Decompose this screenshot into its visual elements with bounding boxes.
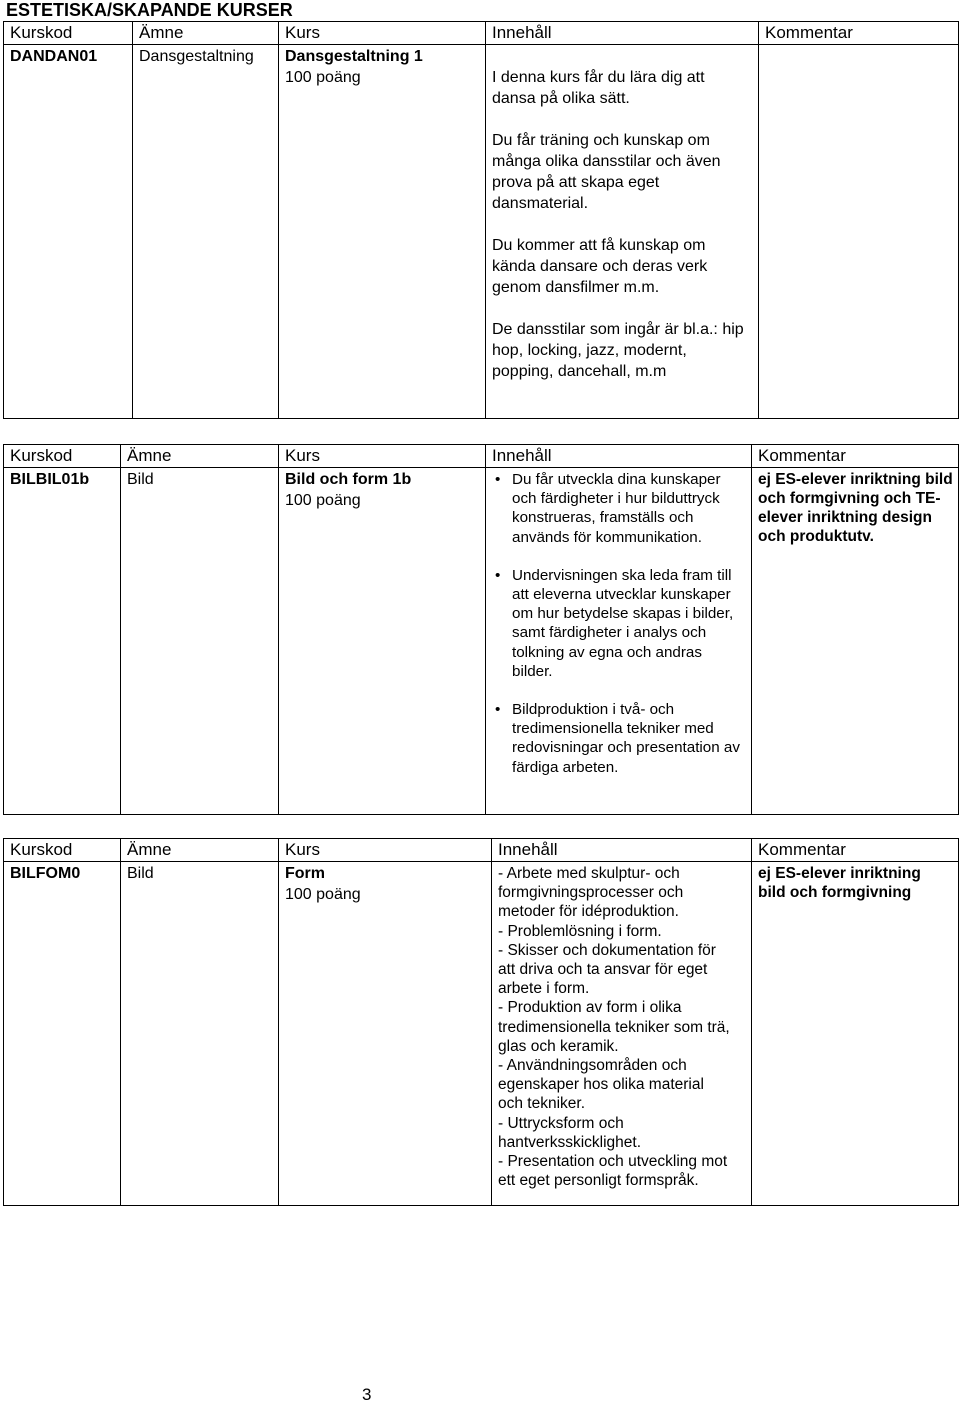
content-item: - Arbete med skulptur- och formgivningsprocesser och metoder för idéproduktion. (498, 865, 684, 921)
course-cell (279, 468, 486, 815)
course-points: 100 poäng (285, 886, 361, 903)
course-table-1 (3, 21, 959, 419)
header-kommentar: Kommentar (752, 445, 959, 468)
course-subject: Dansgestaltning (133, 45, 279, 419)
header-innehall: Innehåll (486, 445, 752, 468)
header-innehall: Innehåll (486, 22, 759, 45)
course-comment: ej ES-elever inriktning bild och formgivning och TE-elever inriktning design och produktutv. (752, 468, 959, 815)
header-kurs: Kurs (279, 22, 486, 45)
content-bullet: • Undervisningen ska leda fram till att eleverna utvecklar kunskaper om hur betydelse skapas i bilder, samt färdigheter i analys och tolkning av egna och andras bilder. (492, 566, 743, 681)
content-item: - Problemlösning i form. (498, 922, 662, 940)
header-kurs: Kurs (279, 445, 486, 468)
content-paragraph: Du får träning och kunskap om många olika dansstilar och även prova på att skapa eget dansmaterial. (492, 132, 721, 212)
header-amne: Ämne (121, 839, 279, 862)
header-kurskod: Kurskod (4, 22, 133, 45)
course-points: 100 poäng (285, 492, 361, 509)
content-bullet: • Bildproduktion i två- och tredimensionella tekniker med redovisningar och presentation av färdiga arbeten. (492, 700, 743, 777)
header-row (4, 445, 959, 468)
course-comment: ej ES-elever inriktning bild och formgivning (752, 862, 959, 1206)
course-name: Dansgestaltning 1 (285, 48, 423, 65)
table-row (4, 45, 959, 419)
course-points: 100 poäng (285, 69, 361, 86)
header-kurs: Kurs (279, 839, 492, 862)
course-content (492, 862, 752, 1206)
content-paragraph: Du kommer att få kunskap om kända dansare och deras verk genom dansfilmer m.m. (492, 237, 708, 296)
content-bullet: • Du får utveckla dina kunskaper och färdigheter i hur bilduttryck konstrueras, framställs och används för kommunikation. (492, 470, 743, 547)
course-cell (279, 862, 492, 1206)
table-row (4, 862, 959, 1206)
course-name: Form (285, 865, 325, 882)
header-kurskod: Kurskod (4, 445, 121, 468)
course-cell (279, 45, 486, 419)
header-amne: Ämne (133, 22, 279, 45)
header-innehall: Innehåll (492, 839, 752, 862)
course-table-3 (3, 838, 959, 1206)
content-item: - Skisser och dokumentation för att driva och ta ansvar för eget arbete i form. (498, 941, 716, 998)
page-number: 3 (362, 1385, 372, 1404)
course-code: DANDAN01 (4, 45, 133, 419)
course-name: Bild och form 1b (285, 471, 412, 488)
header-amne: Ämne (121, 445, 279, 468)
header-row (4, 22, 959, 45)
content-item: - Presentation och utveckling mot ett eget personligt formspråk. (498, 1153, 728, 1190)
course-code: BILBIL01b (4, 468, 121, 815)
table-row (4, 468, 959, 815)
header-row (4, 839, 959, 862)
header-kommentar: Kommentar (752, 839, 959, 862)
content-item: - Uttrycksform och hantverksskicklighet. (498, 1114, 642, 1151)
course-content (486, 45, 759, 419)
content-item: - Produktion av form i olika tredimensionella tekniker som trä, glas och keramik. (498, 999, 730, 1055)
course-comment (759, 45, 959, 419)
content-paragraph: I denna kurs får du lära dig att dansa på olika sätt. (492, 69, 705, 107)
header-kommentar: Kommentar (759, 22, 959, 45)
course-subject: Bild (121, 862, 279, 1206)
course-code: BILFOM0 (4, 862, 121, 1206)
course-content (486, 468, 752, 815)
content-paragraph: De dansstilar som ingår är bl.a.: hip hop, locking, jazz, modernt, popping, dancehall, m.m (492, 321, 744, 380)
page-title: ESTETISKA/SKAPANDE KURSER (6, 0, 293, 20)
content-item: - Användningsområden och egenskaper hos olika material och tekniker. (498, 1057, 704, 1113)
course-subject: Bild (121, 468, 279, 815)
course-table-2 (3, 444, 959, 815)
header-kurskod: Kurskod (4, 839, 121, 862)
